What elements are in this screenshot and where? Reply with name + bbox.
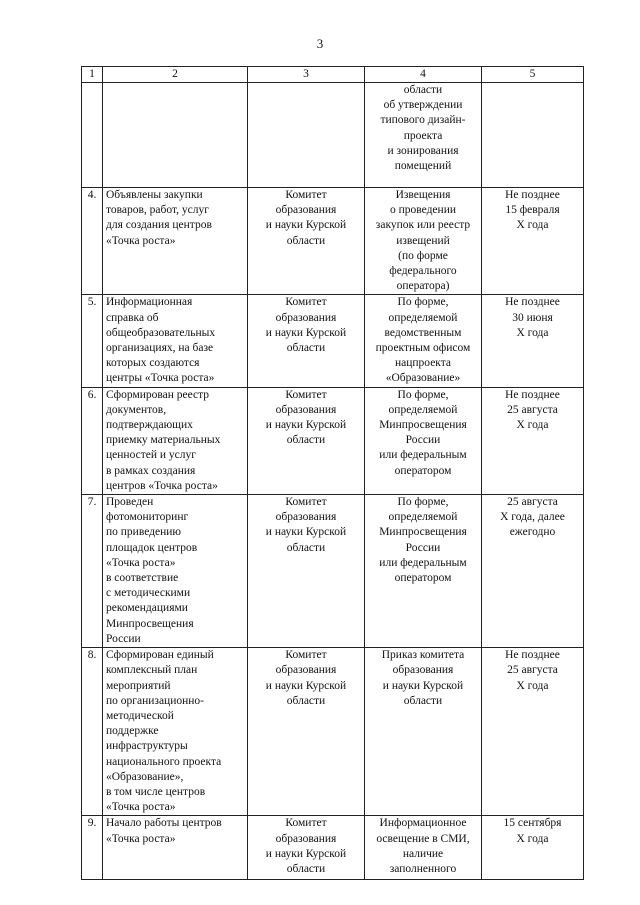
result-cell: Приказ комитета образования и науки Курской области <box>365 648 482 816</box>
event-cell: Проведен фотомониторинг по приведению площадок центров «Точка роста» в соответствие с методическими рекомендациями Минпросвещения России <box>103 495 248 648</box>
table-row <box>82 83 584 188</box>
event-cell: Сформирован единый комплексный план мероприятий по организационно- методической поддержке инфраструктуры национального проекта «Образование», в том числе центров «Точка роста» <box>103 648 248 816</box>
deadline-cell <box>482 83 584 188</box>
row-number-cell: 7. <box>82 495 103 648</box>
header-cell-1: 1 <box>82 67 103 83</box>
table-row <box>82 648 584 816</box>
row-number-cell <box>82 83 103 188</box>
deadline-cell: Не позднее 25 августа X года <box>482 648 584 816</box>
row-number-cell: 8. <box>82 648 103 816</box>
result-cell: По форме, определяемой Минпросвещения России или федеральным оператором <box>365 387 482 494</box>
result-cell: Информационное освещение в СМИ, наличие заполненного <box>365 816 482 880</box>
row-number-cell: 9. <box>82 816 103 880</box>
event-cell: Объявлены закупки товаров, работ, услуг для создания центров «Точка роста» <box>103 188 248 295</box>
table-row <box>82 816 584 880</box>
deadline-cell: 15 сентября X года <box>482 816 584 880</box>
table-row <box>82 495 584 648</box>
responsible-cell: Комитет образования и науки Курской области <box>248 495 365 648</box>
responsible-cell: Комитет образования и науки Курской области <box>248 188 365 295</box>
row-number-cell: 5. <box>82 295 103 387</box>
table-row <box>82 295 584 387</box>
responsible-cell: Комитет образования и науки Курской области <box>248 387 365 494</box>
deadline-cell: 25 августа X года, далее ежегодно <box>482 495 584 648</box>
event-cell <box>103 83 248 188</box>
page-number: 3 <box>316 36 324 51</box>
header-cell-4: 4 <box>365 67 482 83</box>
header-cell-3: 3 <box>248 67 365 83</box>
table-row <box>82 188 584 295</box>
result-cell: По форме, определяемой Минпросвещения России или федеральным оператором <box>365 495 482 648</box>
event-cell: Сформирован реестр документов, подтверждающих приемку материальных ценностей и услуг в рамках создания центров «Точка роста» <box>103 387 248 494</box>
responsible-cell: Комитет образования и науки Курской области <box>248 648 365 816</box>
deadline-cell: Не позднее 25 августа X года <box>482 387 584 494</box>
row-number-cell: 6. <box>82 387 103 494</box>
header-cell-5: 5 <box>482 67 584 83</box>
deadline-cell: Не позднее 30 июня X года <box>482 295 584 387</box>
result-cell: Извещения о проведении закупок или реестр извещений (по форме федерального оператора) <box>365 188 482 295</box>
plan-table <box>81 66 584 880</box>
result-cell: По форме, определяемой ведомственным проектным офисом нацпроекта «Образование» <box>365 295 482 387</box>
result-cell: области об утверждении типового дизайн- проекта и зонирования помещений <box>365 83 482 188</box>
responsible-cell: Комитет образования и науки Курской области <box>248 816 365 880</box>
header-row <box>82 67 584 83</box>
responsible-cell <box>248 83 365 188</box>
table-row <box>82 387 584 494</box>
responsible-cell: Комитет образования и науки Курской области <box>248 295 365 387</box>
row-number-cell: 4. <box>82 188 103 295</box>
event-cell: Начало работы центров «Точка роста» <box>103 816 248 880</box>
header-cell-2: 2 <box>103 67 248 83</box>
deadline-cell: Не позднее 15 февраля X года <box>482 188 584 295</box>
event-cell: Информационная справка об общеобразовательных организациях, на базе которых создаются центры «Точка роста» <box>103 295 248 387</box>
